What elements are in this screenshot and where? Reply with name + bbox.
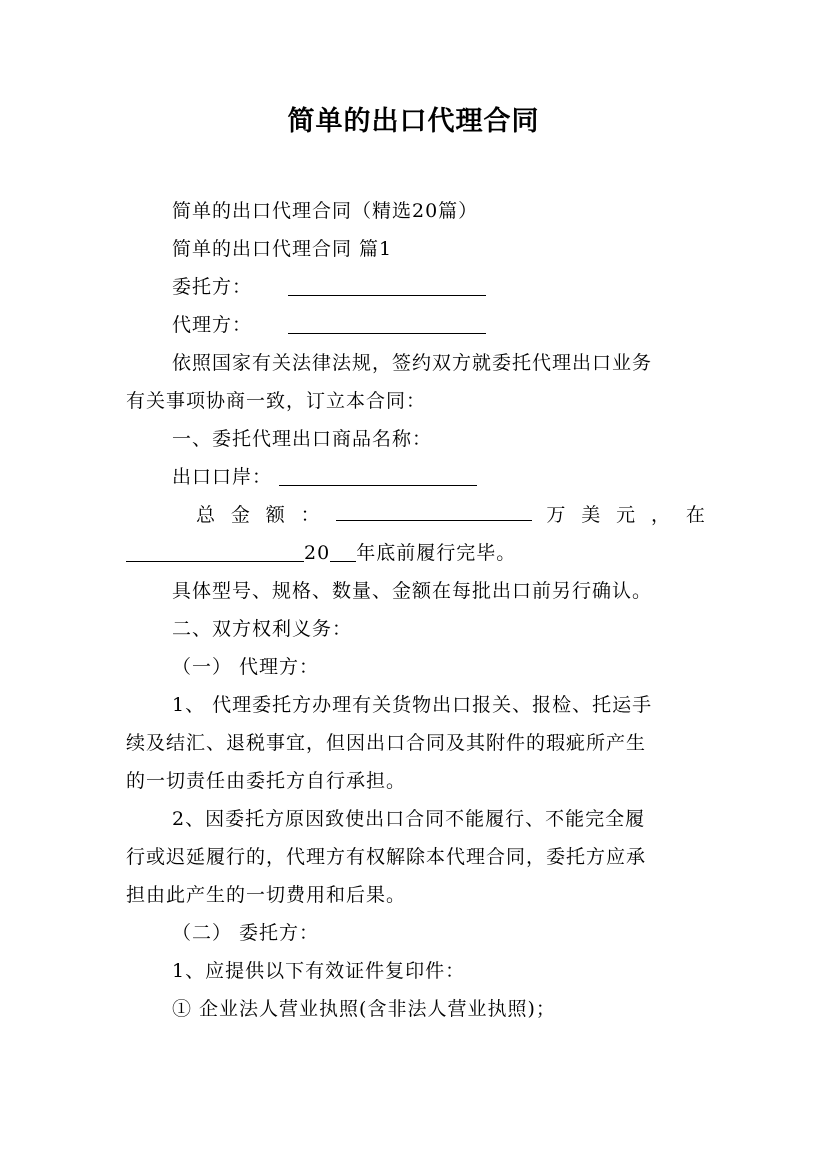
port-blank [279,465,477,486]
agent-line [126,306,706,344]
total-char-4: ： [300,504,321,526]
principal-item-1-a: ① 企业法人营业执照(含非法人营业执照)； [172,998,556,1020]
total-unit-3: 元 [616,504,637,526]
agent-duties-heading: （一） 代理方： [172,656,320,678]
document-title: 简单的出口代理合同 [287,106,540,137]
total-char-3: 额 [265,504,286,526]
total-amount-line [126,496,706,534]
document-body [126,192,706,1028]
total-char-1: 总 [196,504,217,526]
deadline-line [126,534,706,572]
agent-item-2-line-2: 行或迟延履行的，代理方有权解除本代理合同，委托方应承 [126,846,647,868]
deadline-place-blank [126,541,304,562]
agent-item-1-line-1: 1、 代理委托方办理有关货物出口报关、报检、托运手 [172,694,653,716]
principal-duties-heading: （二） 委托方： [172,922,320,944]
deadline-year-blank [330,541,356,562]
principal-label: 委托方： [172,276,253,298]
article-heading: 简单的出口代理合同 篇1 [172,238,393,260]
subtitle-line: 简单的出口代理合同（精选20篇） [172,200,479,222]
section-2-heading: 二、双方权利义务： [172,618,353,640]
spec-note: 具体型号、规格、数量、金额在每批出口前另行确认。 [172,580,653,602]
port-label: 出口口岸： [172,466,273,488]
total-unit-4: ， [650,504,671,526]
deadline-suffix: 年底前履行完毕。 [356,542,517,564]
total-unit-2: 美 [581,504,602,526]
total-amount-blank [336,500,532,521]
total-unit-1: 万 [546,504,567,526]
agent-label: 代理方： [172,314,253,336]
section-1-heading: 一、委托代理出口商品名称： [172,428,433,450]
total-char-2: 金 [230,504,251,526]
intro-line-1: 依照国家有关法律法规，签约双方就委托代理出口业务 [172,352,653,374]
total-unit-5: 在 [685,504,706,526]
principal-line [126,268,706,306]
principal-item-1: 1、应提供以下有效证件复印件： [172,960,466,982]
agent-item-2-line-1: 2、因委托方原因致使出口合同不能履行、不能完全履 [172,808,646,830]
port-line [126,458,706,496]
agent-item-1-line-3: 的一切责任由委托方自行承担。 [126,770,407,792]
agent-blank [288,313,486,334]
principal-blank [288,275,486,296]
agent-item-1-line-2: 续及结汇、退税事宜，但因出口合同及其附件的瑕疵所产生 [126,732,647,754]
intro-line-2: 有关事项协商一致，订立本合同： [126,390,427,412]
deadline-year-prefix: 20 [304,542,331,564]
agent-item-2-line-3: 担由此产生的一切费用和后果。 [126,884,407,906]
